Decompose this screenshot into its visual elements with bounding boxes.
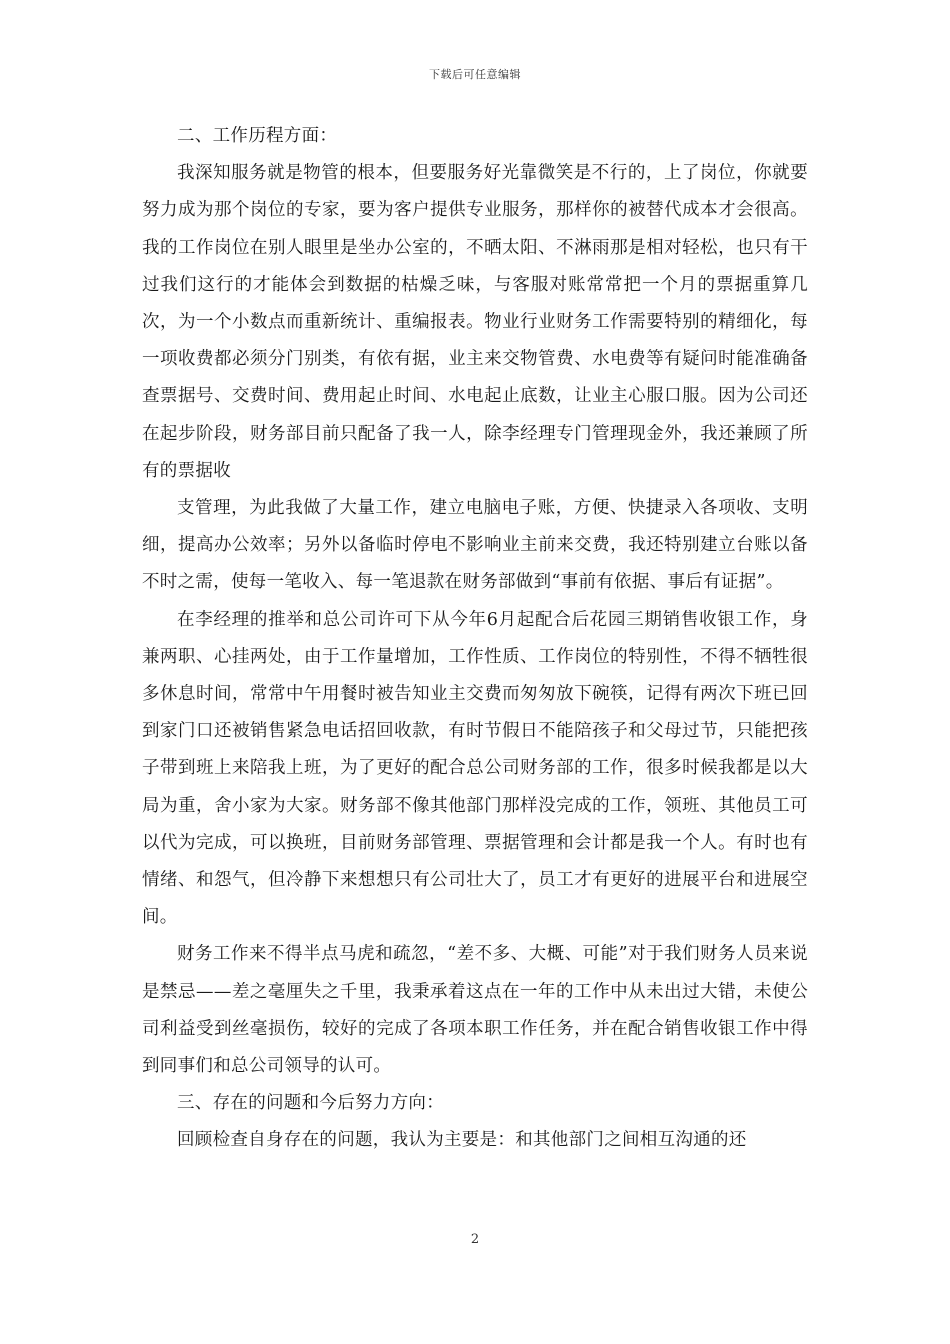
body-paragraph: 支管理，为此我做了大量工作，建立电脑电子账，方便、快捷录入各项收、支明细，提高办公效率；另外以备临时停电不影响业主前来交费，我还特别建立台账以备不时之需，使每一笔收入、每一笔退款在财务部做到“事前有依据、事后有证据”。	[142, 498, 808, 593]
body-paragraph: 财务工作来不得半点马虎和疏忽，“差不多、大概、可能”对于我们财务人员来说是禁忌——差之毫厘失之千里，我秉承着这点在一年的工作中从未出过大错，未使公司利益受到丝毫损伤，较好的完成了各项本职工作任务，并在配合销售收银工作中得到同事们和总公司领导的认可。	[142, 944, 808, 1077]
body-paragraph: 回顾检查自身存在的问题，我认为主要是：和其他部门之间相互沟通的还	[177, 1130, 747, 1151]
body-paragraph: 我深知服务就是物管的根本，但要服务好光靠微笑是不行的，上了岗位，你就要努力成为那个岗位的专家，要为客户提供专业服务，那样你的被替代成本才会很高。我的工作岗位在别人眼里是坐办公室的，不晒太阳、不淋雨那是相对轻松，也只有干过我们这行的才能体会到数据的枯燥乏味，与客服对账常常把一个月的票据重算几次，为一个小数点而重新统计、重编报表。物业行业财务工作需要特别的精细化，每一项收费都必须分门别类，有依有据，业主来交物管费、水电费等有疑问时能准确备查票据号、交费时间、费用起止时间、水电起止底数，让业主心服口服。因为公司还在起步阶段，财务部目前只配备了我一人，除李经理专门管理现金外，我还兼顾了所有的票据收	[142, 163, 808, 481]
section-heading-work-history: 二、工作历程方面：	[177, 126, 338, 146]
body-paragraph: 在李经理的推举和总公司许可下从今年6月起配合后花园三期销售收银工作，身兼两职、心挂两处，由于工作量增加，工作性质、工作岗位的特别性，不得不牺牲很多休息时间，常常中午用餐时被告知业主交费而匆匆放下碗筷，记得有两次下班已回到家门口还被销售紧急电话招回收款，有时节假日不能陪孩子和父母过节，只能把孩子带到班上来陪我上班，为了更好的配合总公司财务部的工作，很多时候我都是以大局为重，舍小家为大家。财务部不像其他部门那样没完成的工作，领班、其他员工可以代为完成，可以换班，目前财务部管理、票据管理和会计都是我一个人。有时也有情绪、和怨气，但冷静下来想想只有公司壮大了，员工才有更好的进展平台和进展空间。	[142, 609, 808, 928]
document-body	[142, 118, 808, 1160]
page-number: 2	[470, 1232, 480, 1247]
page-header: 下载后可任意编辑	[429, 68, 521, 81]
section-heading-problems: 三、存在的问题和今后努力方向：	[177, 1093, 444, 1114]
